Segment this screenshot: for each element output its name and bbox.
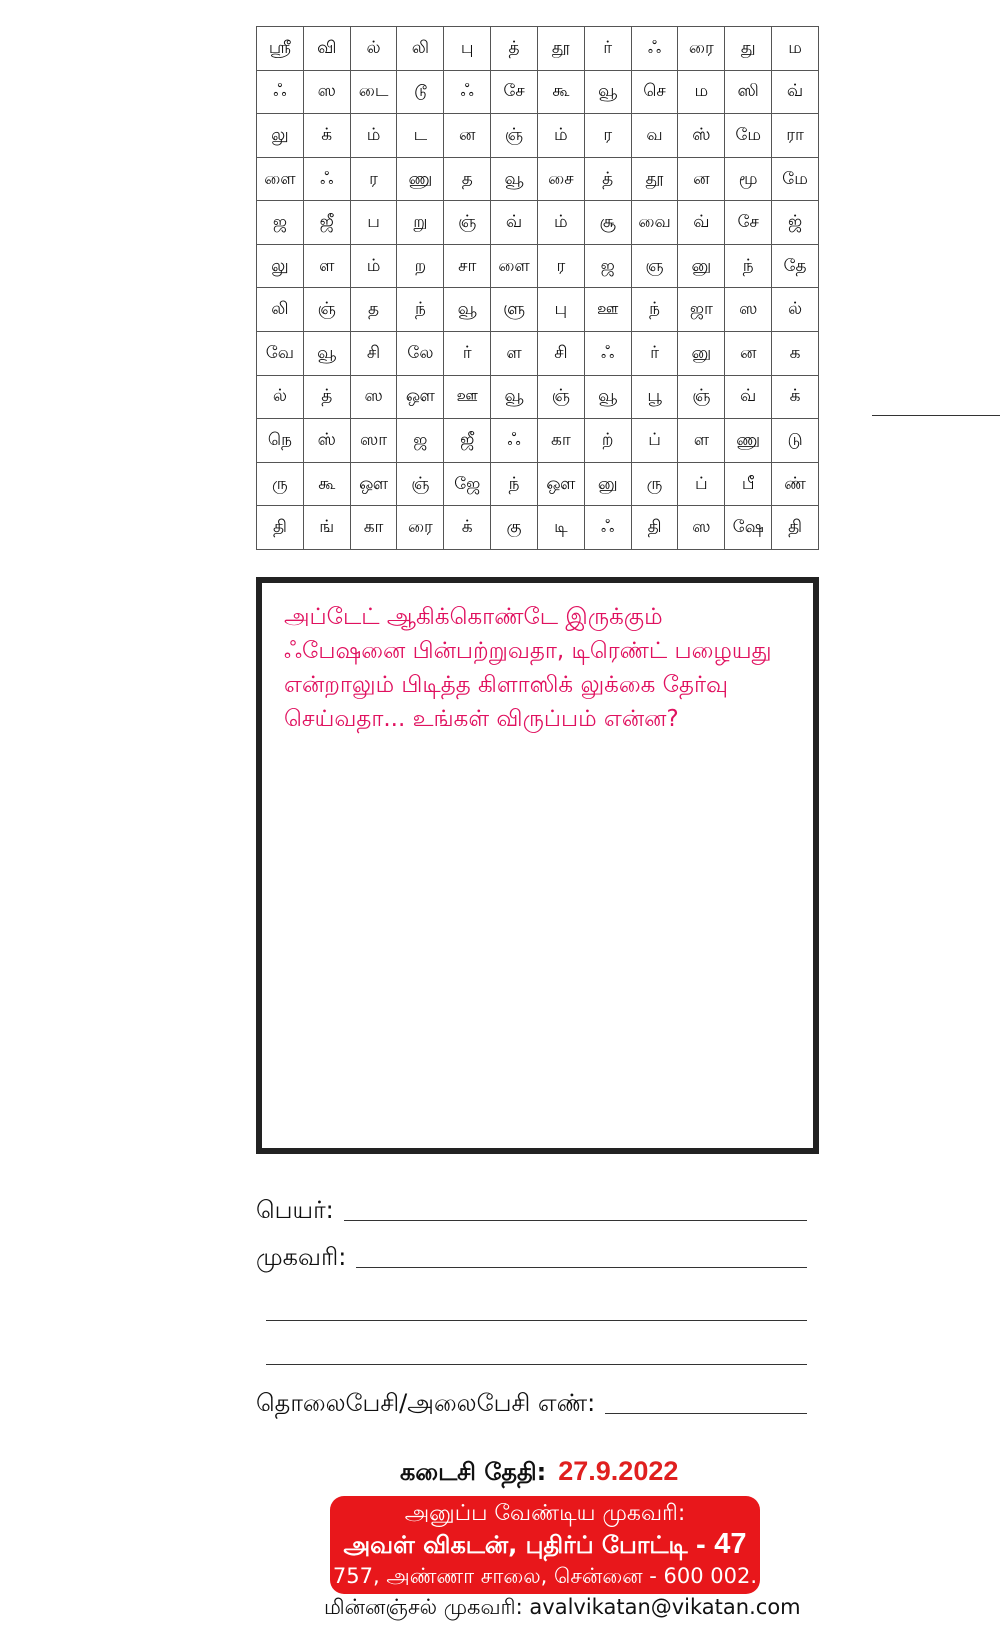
grid-cell[interactable]: ஃ (303, 157, 350, 201)
grid-cell[interactable]: ன (678, 157, 725, 201)
grid-cell[interactable]: ஞ் (303, 288, 350, 332)
grid-cell[interactable]: ஜ (397, 419, 444, 463)
grid-cell[interactable]: தே (772, 244, 819, 288)
grid-cell[interactable]: ஃ (584, 332, 631, 376)
grid-cell[interactable]: னு (678, 244, 725, 288)
deadline-label: கடைசி தேதி: (400, 1458, 547, 1486)
grid-cell[interactable]: தி (631, 506, 678, 550)
grid-cell[interactable]: பு (444, 27, 491, 71)
grid-cell[interactable]: ல் (257, 375, 304, 419)
grid-cell[interactable]: ஞ் (491, 114, 538, 158)
grid-cell[interactable]: ர் (584, 27, 631, 71)
side-rule (872, 415, 1000, 416)
grid-cell[interactable]: வ் (491, 201, 538, 245)
grid-cell[interactable]: லி (257, 288, 304, 332)
grid-cell[interactable]: ரு (257, 462, 304, 506)
grid-cell[interactable]: ஔ (537, 462, 584, 506)
address-line[interactable] (356, 1267, 807, 1268)
grid-cell[interactable]: ரை (678, 27, 725, 71)
grid-row (257, 244, 819, 288)
grid-cell[interactable]: ம (772, 27, 819, 71)
grid-cell[interactable]: கூ (537, 70, 584, 114)
grid-cell[interactable]: ஔ (350, 462, 397, 506)
grid-cell[interactable]: னு (584, 462, 631, 506)
grid-cell[interactable]: ஸ (303, 70, 350, 114)
deadline-date: 27.9.2022 (558, 1456, 679, 1486)
grid-cell[interactable]: து (725, 27, 772, 71)
contest-number: 47 (714, 1528, 747, 1560)
grid-cell[interactable]: தி (772, 506, 819, 550)
grid-cell[interactable]: க் (772, 375, 819, 419)
grid-cell[interactable]: ஜ் (772, 201, 819, 245)
grid-cell[interactable]: ஜ (584, 244, 631, 288)
grid-cell[interactable]: சே (491, 70, 538, 114)
grid-cell[interactable]: ளை (491, 244, 538, 288)
grid-cell[interactable]: ம் (350, 114, 397, 158)
grid-cell[interactable]: வ் (678, 201, 725, 245)
grid-cell[interactable]: ள (678, 419, 725, 463)
grid-cell[interactable]: பூ (631, 375, 678, 419)
grid-row (257, 506, 819, 550)
grid-cell[interactable]: தூ (631, 157, 678, 201)
grid-cell[interactable]: வே (257, 332, 304, 376)
grid-cell[interactable]: ணு (725, 419, 772, 463)
grid-cell[interactable]: த (350, 288, 397, 332)
grid-cell[interactable]: ணு (397, 157, 444, 201)
grid-cell[interactable]: டு (772, 419, 819, 463)
grid-cell[interactable]: வூ (303, 332, 350, 376)
grid-cell[interactable]: ஜே (444, 462, 491, 506)
grid-cell[interactable]: ந் (725, 244, 772, 288)
grid-cell[interactable]: ஜ (257, 201, 304, 245)
name-line[interactable] (344, 1220, 807, 1221)
grid-cell[interactable]: ஜா (678, 288, 725, 332)
grid-cell[interactable]: ளு (491, 288, 538, 332)
grid-cell[interactable]: ஞ் (678, 375, 725, 419)
grid-cell[interactable]: சை (537, 157, 584, 201)
grid-cell[interactable]: ல் (772, 288, 819, 332)
grid-cell[interactable]: த (444, 157, 491, 201)
grid-cell[interactable]: வூ (491, 375, 538, 419)
grid-cell[interactable]: ஸ்ரீ (257, 27, 304, 71)
grid-cell[interactable]: ப் (678, 462, 725, 506)
grid-cell[interactable]: ப (350, 201, 397, 245)
postal-address: 757, அண்ணா சாலை, சென்னை - 600 002. (332, 1564, 758, 1588)
grid-cell[interactable]: வ (631, 114, 678, 158)
phone-line[interactable] (605, 1413, 807, 1414)
grid-cell[interactable]: த் (584, 157, 631, 201)
grid-cell[interactable]: ள (491, 332, 538, 376)
grid-cell[interactable]: க் (444, 506, 491, 550)
grid-cell[interactable]: த் (303, 375, 350, 419)
grid-cell[interactable]: லே (397, 332, 444, 376)
grid-cell[interactable]: ஃ (257, 70, 304, 114)
grid-cell[interactable]: ந் (397, 288, 444, 332)
grid-cell[interactable]: சா (444, 244, 491, 288)
grid-cell[interactable]: க (772, 332, 819, 376)
grid-cell[interactable]: ர (537, 244, 584, 288)
grid-cell[interactable]: தி (257, 506, 304, 550)
grid-cell[interactable]: ஸா (350, 419, 397, 463)
grid-cell[interactable]: லு (257, 114, 304, 158)
grid-cell[interactable]: லு (257, 244, 304, 288)
grid-cell[interactable]: ம் (537, 201, 584, 245)
word-search-grid (256, 26, 819, 550)
grid-cell[interactable]: மே (725, 114, 772, 158)
send-heading: அனுப்ப வேண்டிய முகவரி: (404, 1501, 686, 1526)
grid-cell[interactable]: னு (678, 332, 725, 376)
grid-row (257, 462, 819, 506)
grid-cell[interactable]: ஞ் (444, 201, 491, 245)
grid-cell[interactable]: ஸ (350, 375, 397, 419)
grid-cell[interactable]: சி (350, 332, 397, 376)
grid-cell[interactable]: ன (444, 114, 491, 158)
grid-row (257, 70, 819, 114)
grid-cell[interactable]: வூ (584, 375, 631, 419)
grid-cell[interactable]: ள (303, 244, 350, 288)
grid-cell[interactable]: லி (397, 27, 444, 71)
grid-cell[interactable]: ஃ (631, 27, 678, 71)
question-text: அப்டேட் ஆகிக்கொண்டே இருக்கும் ஃபேஷனை பின்பற்றுவதா, டிரெண்ட் பழையது என்றாலும் பிடித்த கிளாஸிக் லுக்கை தேர்வு செய்வதா... உங்கள் விருப்பம் என்ன? (284, 604, 772, 732)
grid-cell[interactable]: கூ (303, 462, 350, 506)
grid-cell[interactable]: வூ (584, 70, 631, 114)
grid-cell[interactable]: க் (303, 114, 350, 158)
grid-cell[interactable]: ஸ (678, 506, 725, 550)
grid-cell[interactable]: சூ (584, 201, 631, 245)
grid-cell[interactable]: த் (491, 27, 538, 71)
grid-cell[interactable]: ஞ (631, 244, 678, 288)
grid-cell[interactable]: ர் (631, 332, 678, 376)
grid-row (257, 201, 819, 245)
grid-cell[interactable]: ஃ (491, 419, 538, 463)
grid-cell[interactable]: வை (631, 201, 678, 245)
grid-cell[interactable]: ஃ (584, 506, 631, 550)
name-label: பெயர்: (256, 1196, 334, 1224)
email-label: மின்னஞ்சல் முகவரி: (324, 1595, 523, 1619)
grid-cell[interactable]: ஊ (584, 288, 631, 332)
grid-cell[interactable]: டூ (397, 70, 444, 114)
grid-cell[interactable]: ஸ் (303, 419, 350, 463)
grid-cell[interactable]: தூ (537, 27, 584, 71)
grid-cell[interactable]: மூ (725, 157, 772, 201)
grid-cell[interactable]: ர் (444, 332, 491, 376)
grid-cell[interactable]: வ் (772, 70, 819, 114)
grid-cell[interactable]: ர (584, 114, 631, 158)
email-line (324, 1595, 801, 1622)
grid-cell[interactable]: டை (350, 70, 397, 114)
email-address[interactable]: avalvikatan@vikatan.com (529, 1595, 801, 1619)
grid-cell[interactable]: ஃ (444, 70, 491, 114)
grid-cell[interactable]: ன (725, 332, 772, 376)
grid-cell[interactable]: ஷே (725, 506, 772, 550)
grid-cell[interactable]: கா (350, 506, 397, 550)
grid-cell[interactable]: ங் (303, 506, 350, 550)
grid-cell[interactable]: மே (772, 157, 819, 201)
grid-cell[interactable]: செ (631, 70, 678, 114)
grid-cell[interactable]: ற (397, 244, 444, 288)
grid-cell[interactable]: ரை (397, 506, 444, 550)
address-label: முகவரி: (256, 1243, 347, 1271)
contest-name: அவள் விகடன், புதிர்ப் போட்டி - (343, 1531, 706, 1559)
grid-cell[interactable]: ல் (350, 27, 397, 71)
grid-cell[interactable]: ம் (350, 244, 397, 288)
address-line-2[interactable] (266, 1320, 807, 1321)
grid-cell[interactable]: ஸி (725, 70, 772, 114)
grid-cell[interactable]: று (397, 201, 444, 245)
grid-cell[interactable]: ளை (257, 157, 304, 201)
grid-cell[interactable]: ந் (631, 288, 678, 332)
deadline (400, 1456, 730, 1489)
grid-cell[interactable]: டி (537, 506, 584, 550)
grid-cell[interactable]: ஞ் (537, 375, 584, 419)
address-line-3[interactable] (266, 1364, 807, 1365)
grid-cell[interactable]: ண் (772, 462, 819, 506)
grid-row (257, 375, 819, 419)
grid-cell[interactable]: ம (678, 70, 725, 114)
grid-cell[interactable]: வூ (491, 157, 538, 201)
grid-cell[interactable]: சே (725, 201, 772, 245)
grid-cell[interactable]: ஊ (444, 375, 491, 419)
grid-cell[interactable]: நெ (257, 419, 304, 463)
grid-cell[interactable]: வூ (444, 288, 491, 332)
phone-field[interactable] (256, 1389, 807, 1420)
grid-cell[interactable]: ப் (631, 419, 678, 463)
address-field[interactable] (256, 1243, 807, 1274)
grid-cell[interactable]: கா (537, 419, 584, 463)
grid-cell[interactable]: ஜீ (303, 201, 350, 245)
grid-row (257, 419, 819, 463)
grid-cell[interactable]: ம் (537, 114, 584, 158)
grid-cell[interactable]: பு (537, 288, 584, 332)
grid-cell[interactable]: ர (350, 157, 397, 201)
grid-cell[interactable]: ஸ (725, 288, 772, 332)
grid-cell[interactable]: ற் (584, 419, 631, 463)
grid-cell[interactable]: ஔ (397, 375, 444, 419)
grid-row (257, 157, 819, 201)
grid-row (257, 114, 819, 158)
grid-cell[interactable]: ஜீ (444, 419, 491, 463)
answer-box[interactable] (256, 577, 819, 1154)
grid-cell[interactable]: ட (397, 114, 444, 158)
grid-cell[interactable]: பீ (725, 462, 772, 506)
send-address-box (330, 1496, 760, 1594)
grid-cell[interactable]: கு (491, 506, 538, 550)
grid-row (257, 27, 819, 71)
phone-label: தொலைபேசி/அலைபேசி எண்: (256, 1389, 596, 1417)
grid-cell[interactable]: ஞ் (397, 462, 444, 506)
grid-row (257, 288, 819, 332)
grid-cell[interactable]: வ் (725, 375, 772, 419)
grid-cell[interactable]: சி (537, 332, 584, 376)
grid-cell[interactable]: ரா (772, 114, 819, 158)
grid-cell[interactable]: ந் (491, 462, 538, 506)
grid-row (257, 332, 819, 376)
grid-cell[interactable]: வி (303, 27, 350, 71)
contest-title (330, 1528, 760, 1561)
grid-cell[interactable]: ரு (631, 462, 678, 506)
name-field[interactable] (256, 1196, 807, 1227)
grid-cell[interactable]: ஸ் (678, 114, 725, 158)
